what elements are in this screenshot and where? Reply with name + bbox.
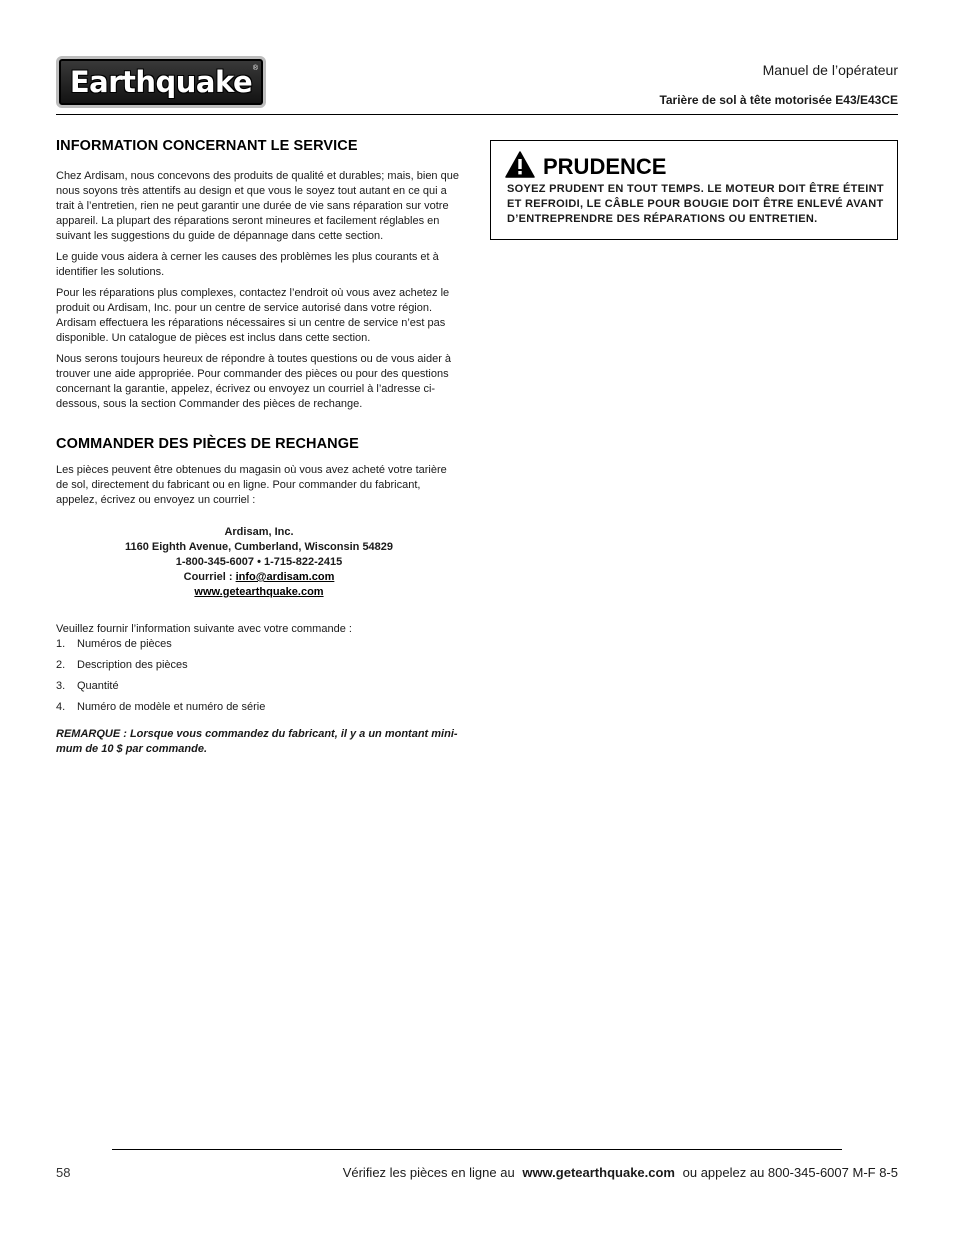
list-item: 3. Quantité (56, 680, 119, 692)
service-heading: INFORMATION CONCERNANT LE SERVICE (56, 138, 358, 154)
footer-text (343, 1165, 898, 1180)
page-number: 58 (56, 1165, 71, 1180)
order-heading: COMMANDER DES PIÈCES DE RECHANGE (56, 436, 359, 452)
caution-title: PRUDENCE (543, 154, 667, 179)
caution-box (490, 140, 898, 240)
registered-mark: ® (252, 65, 258, 72)
email-link[interactable]: info@ardisam.com (235, 571, 335, 583)
order-intro: Les pièces peuvent être obtenues du magasin où vous avez acheté votre tarière de sol, directement du fabricant ou en ligne. Pour commander du fabricant, appelez, écrivez ou envoyez un courriel : (56, 464, 447, 506)
list-item: 1. Numéros de pièces (56, 638, 172, 650)
model-label: Tarière de sol à tête motorisée E43/E43CE (659, 93, 898, 107)
company-website-line (56, 585, 462, 600)
footer-divider (112, 1149, 842, 1150)
company-address: 1160 Eighth Avenue, Cumberland, Wisconsin 54829 (124, 541, 394, 553)
service-paragraph-4: Nous serons toujours heureux de répondre à toutes questions ou de vous aider à trouver une aide appropriée. Pour commander des pièces ou pour des questions concernant la garantie, appelez, écrivez ou envoyez un courriel à l’adresse ci-dessous, sous la section Commander des pièces de rechange. (56, 353, 452, 410)
company-email-line (56, 570, 462, 585)
website-link[interactable]: www.getearthquake.com (194, 586, 324, 598)
order-info-list (56, 637, 462, 715)
caution-header (505, 151, 666, 183)
email-label: Courriel : (183, 571, 233, 583)
caution-text: SOYEZ PRUDENT EN TOUT TEMPS. LE MOTEUR DOIT ÊTRE ÉTEINT ET REFROIDI, LE CÂBLE POUR BOUGIE DOIT ÊTRE ENLEVÉ AVANT D’ENTREPRENDRE DES RÉPARATIONS OU ENTRETIEN. (507, 183, 884, 225)
brand-logo-text: Earthquake (69, 65, 253, 99)
list-item: 4. Numéro de modèle et numéro de série (56, 701, 266, 713)
left-column (56, 138, 462, 757)
warning-triangle-icon (505, 151, 535, 183)
list-item: 2. Description des pièces (56, 659, 188, 671)
service-paragraph-3: Pour les réparations plus complexes, contactez l’endroit où vous avez achetez le produit ou Ardisam, Inc. pour un centre de service autorisé dans votre région. Ardisam effectuera les réparations nécessaires si un centre de service n’est pas disponible. Un catalogue de pièces est inclus dans cette section. (56, 287, 450, 344)
minimum-order-note: REMARQUE : Lorsque vous commandez du fabricant, il y a un montant mini-mum de 10 $ par commande. (56, 728, 458, 755)
manual-label: Manuel de l’opérateur (762, 62, 898, 78)
list-intro: Veuillez fournir l’information suivante avec votre commande : (56, 623, 352, 635)
company-phones: 1-800-345-6007 • 1-715-822-2415 (175, 556, 343, 568)
brand-logo (56, 56, 266, 108)
header-divider (56, 114, 898, 115)
service-paragraph-1: Chez Ardisam, nous concevons des produits de qualité et durables; mais, bien que nous soyons très attentifs au design et que vous le soyez tout autant en ce qui a trait à l’entretien, rien ne peut garantir une durée de vie sans réparation sur votre appareil. La plupart des réparations seront mineures et facilement réglables en suivant les suggestions du guide de dépannage dans cette section. (56, 170, 459, 242)
company-name: Ardisam, Inc. (224, 526, 294, 538)
footer-text-before: Vérifiez les pièces en ligne au (342, 1165, 515, 1180)
footer-text-after: ou appelez au 800-345-6007 M-F 8-5 (682, 1165, 898, 1180)
service-paragraph-2: Le guide vous aidera à cerner les causes des problèmes les plus courants et à identifier les solutions. (56, 251, 439, 278)
footer-website-link[interactable]: www.getearthquake.com (522, 1165, 675, 1180)
